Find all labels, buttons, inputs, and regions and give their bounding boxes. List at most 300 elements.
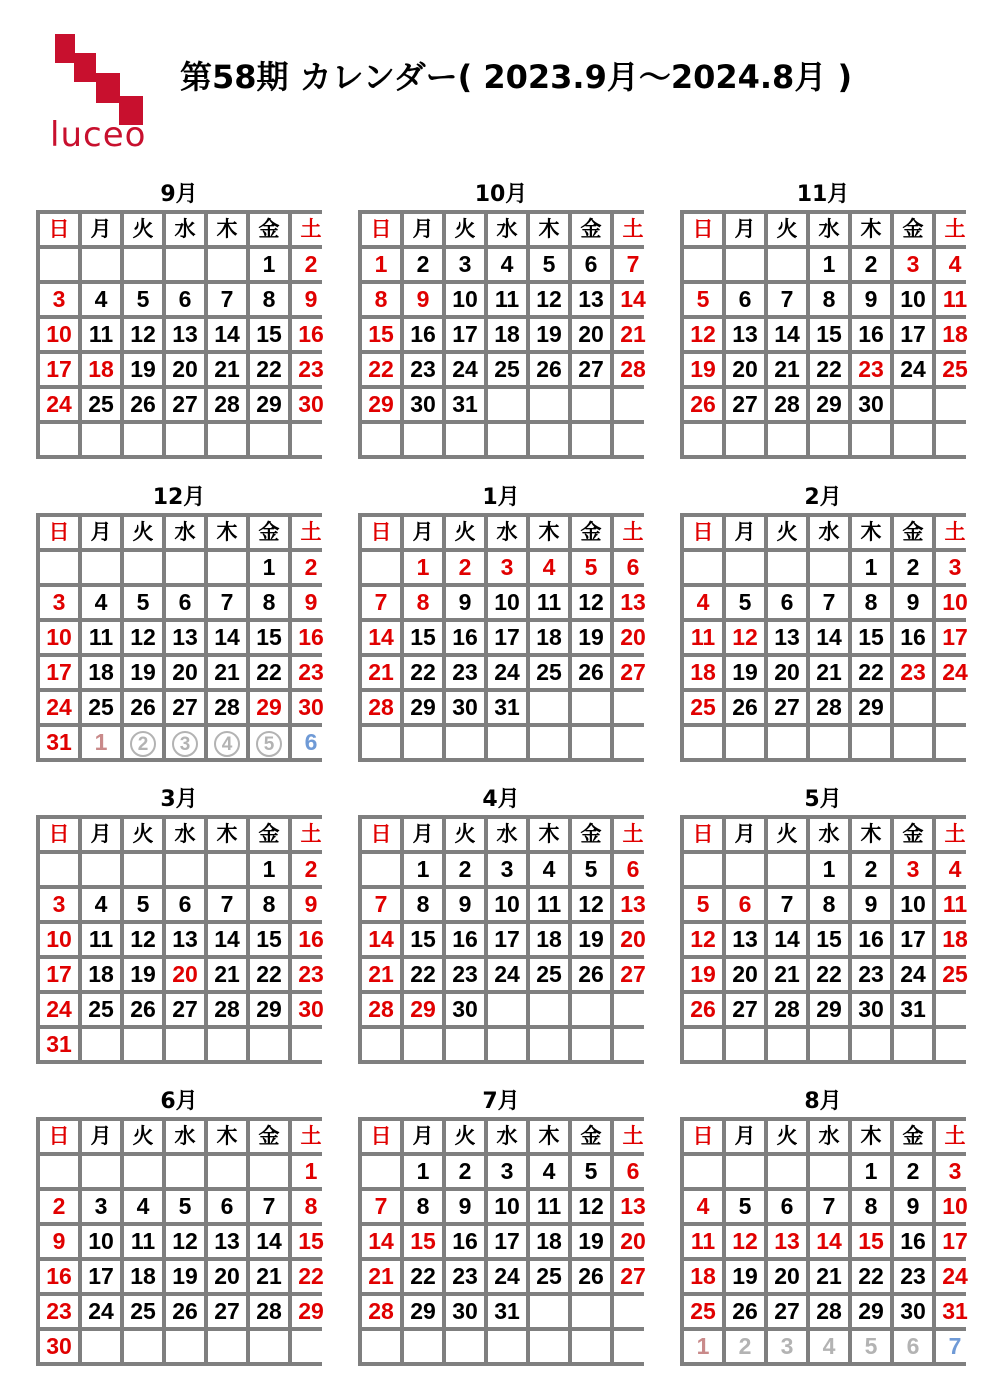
day-cell: 8 [852,1191,890,1222]
empty-cell [936,692,974,723]
day-cell: 14 [362,622,400,653]
day-cell: 9 [292,889,330,920]
day-cell: 16 [894,1226,932,1257]
day-cell: 10 [446,284,484,315]
day-cell: 8 [250,587,288,618]
weekday-header: 水 [166,517,204,548]
empty-cell [124,1029,162,1060]
empty-cell [488,424,526,455]
day-cell: 6 [572,249,610,280]
day-cell: 28 [362,1296,400,1327]
empty-cell [614,692,652,723]
day-cell: 23 [852,959,890,990]
day-cell: 6 [894,1331,932,1362]
day-cell: 5 [572,1156,610,1187]
day-cell: 20 [768,1261,806,1292]
empty-cell [208,249,246,280]
day-cell: 3 [894,854,932,885]
empty-cell [124,552,162,583]
empty-cell [446,1331,484,1362]
day-cell: 23 [852,354,890,385]
day-cell: 28 [208,389,246,420]
empty-cell [488,994,526,1025]
day-cell: 28 [768,389,806,420]
day-cell: 26 [726,692,764,723]
day-cell: 12 [166,1226,204,1257]
circled-day: 3 [172,731,198,757]
day-cell: 19 [726,657,764,688]
day-cell: 10 [936,587,974,618]
weekday-header: 土 [292,1121,330,1152]
day-cell: 24 [488,959,526,990]
day-cell: 3 [446,249,484,280]
day-cell: 23 [894,1261,932,1292]
day-cell: 9 [852,889,890,920]
day-cell: 29 [810,389,848,420]
day-cell: 13 [166,924,204,955]
empty-cell [82,424,120,455]
day-cell: 4 [530,1156,568,1187]
day-cell: 18 [82,354,120,385]
day-cell: 11 [124,1226,162,1257]
day-cell: 24 [446,354,484,385]
day-cell: 12 [124,924,162,955]
day-cell: 11 [684,1226,722,1257]
day-cell: 6 [166,587,204,618]
day-cell: 21 [208,657,246,688]
day-cell: 10 [40,924,78,955]
weekday-header: 木 [852,1121,890,1152]
day-cell: 27 [768,1296,806,1327]
day-cell: 22 [852,657,890,688]
weekday-header: 火 [124,819,162,850]
day-cell: 5 [684,284,722,315]
empty-cell [894,389,932,420]
empty-cell [810,727,848,758]
day-cell: 13 [614,889,652,920]
day-cell: 18 [82,959,120,990]
empty-cell [572,389,610,420]
day-cell: 27 [166,389,204,420]
day-cell: 8 [404,1191,442,1222]
day-cell: 27 [726,994,764,1025]
day-cell: 1 [404,854,442,885]
empty-cell [810,1029,848,1060]
day-cell: 4 [530,552,568,583]
day-cell: 25 [488,354,526,385]
day-cell: 31 [488,1296,526,1327]
day-cell: 11 [684,622,722,653]
empty-cell [530,727,568,758]
day-cell: 26 [124,389,162,420]
day-cell: 6 [292,727,330,758]
day-cell: 15 [250,924,288,955]
empty-cell [250,1331,288,1362]
day-cell: 13 [572,284,610,315]
month-title: 6月 [160,1089,198,1114]
month-title: 1月 [482,485,520,510]
day-cell: 15 [404,1226,442,1257]
day-cell: 25 [82,389,120,420]
empty-cell [292,424,330,455]
weekday-header: 土 [292,214,330,245]
weekday-header: 火 [446,517,484,548]
day-cell: 11 [82,622,120,653]
day-cell: 16 [40,1261,78,1292]
empty-cell [684,1156,722,1187]
empty-cell [530,424,568,455]
empty-cell [40,552,78,583]
day-cell: 21 [614,319,652,350]
empty-cell [166,1029,204,1060]
empty-cell [936,389,974,420]
weekday-header: 火 [124,517,162,548]
day-cell: 24 [40,994,78,1025]
empty-cell [124,854,162,885]
empty-cell [250,1156,288,1187]
day-cell: 22 [362,354,400,385]
empty-cell [684,854,722,885]
day-cell: 25 [936,354,974,385]
empty-cell [362,1156,400,1187]
day-cell: 7 [362,1191,400,1222]
day-cell: 11 [530,1191,568,1222]
empty-cell [684,1029,722,1060]
month-calendar [358,483,644,762]
day-cell: 23 [894,657,932,688]
empty-cell [810,1156,848,1187]
empty-cell [614,1296,652,1327]
empty-cell [82,552,120,583]
day-cell: 16 [446,1226,484,1257]
empty-cell [488,727,526,758]
empty-cell [40,1156,78,1187]
month-calendar [680,483,966,762]
day-cell: 24 [488,657,526,688]
day-cell: 30 [292,389,330,420]
day-cell: 23 [446,657,484,688]
day-cell: 29 [852,1296,890,1327]
day-cell: 27 [614,959,652,990]
day-cell: 14 [250,1226,288,1257]
empty-cell [768,424,806,455]
day-cell: 28 [362,994,400,1025]
empty-cell [446,727,484,758]
day-cell: 2 [446,1156,484,1187]
empty-cell [726,1156,764,1187]
day-cell: 24 [936,1261,974,1292]
empty-cell [684,727,722,758]
empty-cell [404,1331,442,1362]
day-cell: 21 [362,657,400,688]
day-cell: 19 [726,1261,764,1292]
day-cell: 23 [446,959,484,990]
day-cell: 14 [362,1226,400,1257]
day-cell: 29 [404,692,442,723]
day-cell: 4 [810,1331,848,1362]
weekday-header: 火 [768,214,806,245]
empty-cell [530,1331,568,1362]
day-cell: 10 [488,889,526,920]
day-cell: 16 [894,622,932,653]
empty-cell [726,727,764,758]
day-cell: 23 [446,1261,484,1292]
day-cell: 21 [362,1261,400,1292]
weekday-header: 土 [936,819,974,850]
month-title: 4月 [482,787,520,812]
day-cell: 20 [726,959,764,990]
day-cell: 14 [208,622,246,653]
weekday-header: 日 [362,819,400,850]
empty-cell [572,692,610,723]
day-cell: 5 [166,1191,204,1222]
day-cell: 20 [726,354,764,385]
day-cell: 28 [768,994,806,1025]
day-cell: 3 [488,1156,526,1187]
day-cell: 27 [614,1261,652,1292]
empty-cell [614,424,652,455]
weekday-header: 木 [208,819,246,850]
day-cell: 30 [446,692,484,723]
empty-cell [362,1029,400,1060]
day-cell: 25 [936,959,974,990]
empty-cell [82,1331,120,1362]
empty-cell [362,1331,400,1362]
day-cell: 9 [40,1226,78,1257]
day-cell: 30 [894,1296,932,1327]
day-cell: 1 [684,1331,722,1362]
month-calendar [680,180,966,459]
day-cell: 5 [530,249,568,280]
day-cell: 19 [572,622,610,653]
day-cell: 17 [488,924,526,955]
empty-cell [530,1029,568,1060]
day-cell: 22 [404,959,442,990]
month-grid [36,513,322,762]
day-cell: 6 [768,587,806,618]
day-cell: 17 [40,354,78,385]
day-cell: 20 [166,657,204,688]
day-cell: 9 [292,587,330,618]
day-cell: 21 [768,959,806,990]
day-cell: 29 [404,994,442,1025]
day-cell: 22 [810,959,848,990]
month-title: 7月 [482,1089,520,1114]
weekday-header: 金 [894,517,932,548]
day-cell: 17 [894,319,932,350]
weekday-header: 日 [362,214,400,245]
weekday-header: 水 [810,1121,848,1152]
weekday-header: 土 [936,517,974,548]
day-cell: 19 [684,959,722,990]
empty-cell [208,1331,246,1362]
empty-cell [82,1029,120,1060]
empty-cell [614,389,652,420]
day-cell: 10 [488,1191,526,1222]
weekday-header: 水 [810,214,848,245]
day-cell: 5 [124,284,162,315]
day-cell: 29 [250,692,288,723]
weekday-header: 水 [488,517,526,548]
day-cell: 9 [446,587,484,618]
empty-cell [894,1029,932,1060]
empty-cell [852,727,890,758]
day-cell: 18 [530,924,568,955]
weekday-header: 木 [530,517,568,548]
day-cell: 25 [530,959,568,990]
empty-cell [726,424,764,455]
day-cell: 24 [82,1296,120,1327]
day-cell: 1 [404,1156,442,1187]
day-cell: 2 [292,854,330,885]
day-cell: 26 [530,354,568,385]
day-cell: 8 [852,587,890,618]
day-cell: 20 [572,319,610,350]
month-grid [358,513,644,762]
weekday-header: 火 [768,517,806,548]
day-cell [124,727,162,758]
day-cell: 8 [292,1191,330,1222]
weekday-header: 月 [82,517,120,548]
day-cell: 25 [530,1261,568,1292]
day-cell: 11 [530,889,568,920]
day-cell: 2 [446,552,484,583]
day-cell: 3 [894,249,932,280]
day-cell: 30 [852,994,890,1025]
day-cell: 5 [852,1331,890,1362]
weekday-header: 日 [684,819,722,850]
day-cell: 30 [446,1296,484,1327]
weekday-header: 木 [208,1121,246,1152]
day-cell: 1 [250,249,288,280]
day-cell: 15 [362,319,400,350]
empty-cell [404,727,442,758]
weekday-header: 火 [446,1121,484,1152]
empty-cell [852,1029,890,1060]
weekday-header: 水 [166,1121,204,1152]
empty-cell [768,727,806,758]
day-cell: 17 [936,1226,974,1257]
empty-cell [894,424,932,455]
weekday-header: 土 [614,819,652,850]
day-cell: 4 [936,249,974,280]
day-cell: 31 [488,692,526,723]
day-cell: 31 [936,1296,974,1327]
day-cell: 2 [446,854,484,885]
day-cell: 15 [404,924,442,955]
day-cell: 21 [362,959,400,990]
day-cell: 14 [810,1226,848,1257]
day-cell: 12 [572,889,610,920]
day-cell: 9 [292,284,330,315]
day-cell: 22 [250,959,288,990]
month-calendar [358,180,644,459]
day-cell: 14 [362,924,400,955]
weekday-header: 土 [614,214,652,245]
weekday-header: 日 [362,517,400,548]
weekday-header: 日 [684,1121,722,1152]
day-cell: 2 [894,552,932,583]
day-cell: 11 [530,587,568,618]
day-cell: 16 [404,319,442,350]
empty-cell [208,1029,246,1060]
day-cell: 1 [404,552,442,583]
day-cell: 6 [768,1191,806,1222]
weekday-header: 金 [894,214,932,245]
empty-cell [572,1296,610,1327]
weekday-header: 月 [82,1121,120,1152]
day-cell: 3 [40,889,78,920]
day-cell: 17 [936,622,974,653]
day-cell: 19 [124,959,162,990]
month-title: 12月 [152,485,206,510]
day-cell: 20 [614,1226,652,1257]
weekday-header: 土 [292,819,330,850]
empty-cell [446,424,484,455]
day-cell: 3 [936,1156,974,1187]
day-cell: 30 [404,389,442,420]
day-cell: 8 [250,889,288,920]
day-cell: 26 [166,1296,204,1327]
day-cell: 5 [124,889,162,920]
day-cell: 2 [292,552,330,583]
day-cell: 8 [810,889,848,920]
circled-day: 2 [130,731,156,757]
day-cell: 14 [208,924,246,955]
month-grid [680,1117,966,1366]
month-grid [36,210,322,459]
day-cell: 31 [40,727,78,758]
weekday-header: 月 [726,1121,764,1152]
day-cell: 13 [614,1191,652,1222]
day-cell: 6 [726,284,764,315]
empty-cell [82,249,120,280]
empty-cell [768,854,806,885]
day-cell: 27 [572,354,610,385]
day-cell: 30 [852,389,890,420]
day-cell: 4 [124,1191,162,1222]
day-cell: 4 [82,284,120,315]
month-title: 2月 [804,485,842,510]
day-cell: 9 [404,284,442,315]
day-cell: 18 [936,924,974,955]
day-cell: 15 [810,924,848,955]
day-cell: 2 [852,854,890,885]
weekday-header: 水 [488,214,526,245]
day-cell: 1 [292,1156,330,1187]
weekday-header: 木 [852,819,890,850]
day-cell: 2 [40,1191,78,1222]
month-grid [36,815,322,1064]
day-cell: 21 [208,354,246,385]
day-cell: 8 [250,284,288,315]
weekday-header: 日 [362,1121,400,1152]
day-cell: 21 [810,657,848,688]
day-cell: 31 [446,389,484,420]
empty-cell [166,249,204,280]
day-cell: 22 [250,354,288,385]
day-cell: 19 [572,1226,610,1257]
month-grid [680,815,966,1064]
day-cell: 6 [614,552,652,583]
empty-cell [810,424,848,455]
empty-cell [166,1156,204,1187]
empty-cell [530,994,568,1025]
day-cell: 7 [614,249,652,280]
day-cell: 29 [852,692,890,723]
day-cell: 11 [82,319,120,350]
weekday-header: 金 [572,517,610,548]
